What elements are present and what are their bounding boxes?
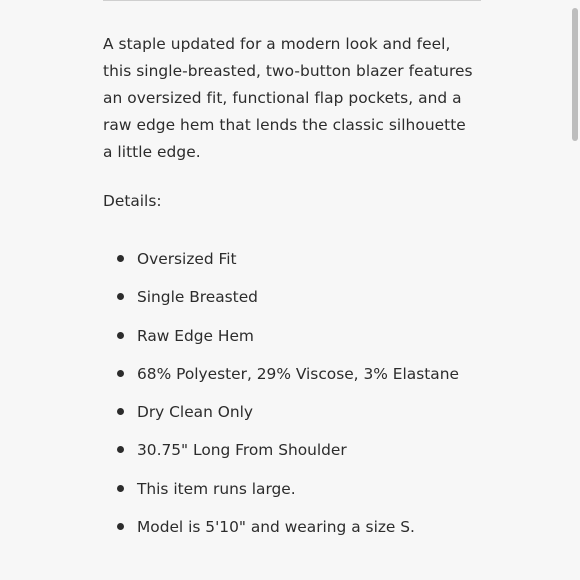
bullet-icon	[117, 293, 124, 300]
detail-text: This item runs large.	[137, 479, 296, 498]
list-item	[103, 400, 523, 438]
bullet-icon	[117, 446, 124, 453]
detail-text: Dry Clean Only	[137, 403, 254, 422]
product-description: A staple updated for a modern look and feel, this single-breasted, two-button blazer features an oversized fit, functional flap pockets, and a raw edge hem that lends the classic silhouette a little edge.	[103, 35, 473, 161]
list-item	[103, 515, 523, 553]
list-item	[103, 438, 523, 476]
list-item	[103, 247, 523, 285]
list-item	[103, 362, 523, 400]
bullet-icon	[117, 485, 124, 492]
list-item	[103, 285, 523, 323]
top-divider	[103, 0, 481, 1]
bullet-icon	[117, 255, 124, 262]
bullet-icon	[117, 332, 124, 339]
details-heading: Details:	[103, 192, 162, 210]
list-item	[103, 324, 523, 362]
detail-text: Oversized Fit	[137, 250, 237, 268]
detail-text: Model is 5'10" and wearing a size S.	[137, 518, 415, 537]
detail-text: Single Breasted	[137, 288, 258, 307]
scrollbar[interactable]	[570, 0, 580, 580]
bullet-icon	[117, 408, 124, 415]
scrollbar-thumb[interactable]	[572, 8, 578, 141]
details-list	[103, 247, 523, 553]
detail-text: 30.75" Long From Shoulder	[137, 441, 347, 460]
detail-text: 68% Polyester, 29% Viscose, 3% Elastane	[137, 364, 459, 383]
list-item	[103, 477, 523, 515]
detail-text: Raw Edge Hem	[137, 326, 254, 345]
bullet-icon	[117, 370, 124, 377]
bullet-icon	[117, 523, 124, 530]
